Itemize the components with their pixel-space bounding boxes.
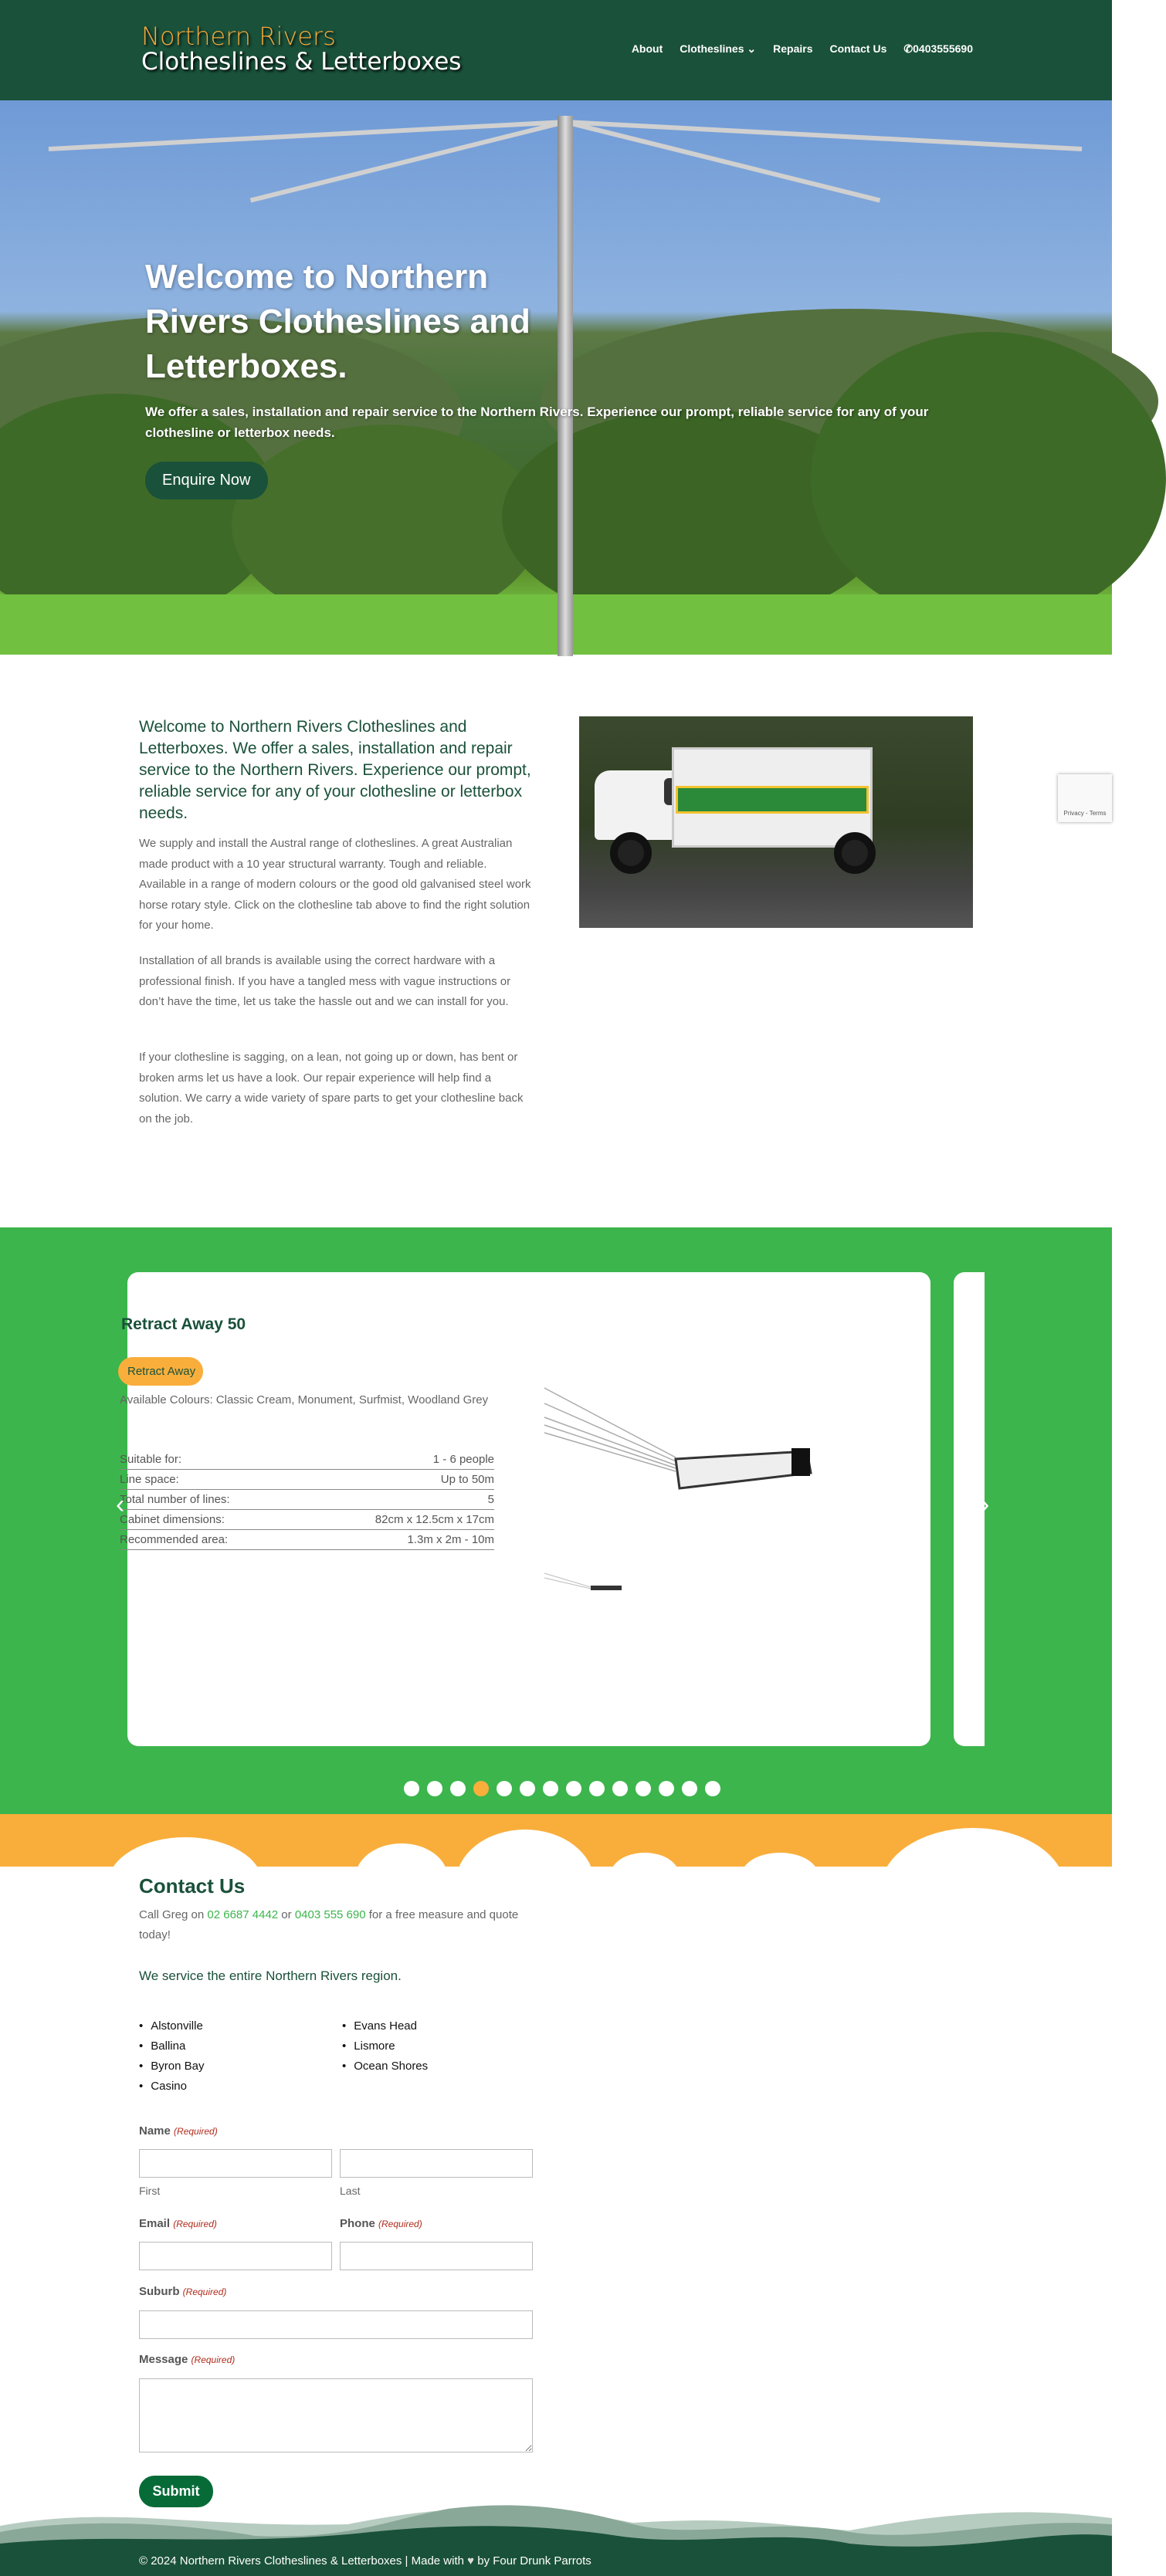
nav-phone[interactable] <box>903 42 973 56</box>
footer-suffix: by Four Drunk Parrots <box>474 2554 591 2568</box>
email-label <box>139 2217 217 2230</box>
carousel-dot[interactable] <box>705 1781 720 1796</box>
clothesline-arm <box>49 120 565 151</box>
hero-title: Welcome to Northern Rivers Clotheslines and Letterboxes. <box>145 258 530 385</box>
main-nav <box>632 42 973 56</box>
phone-icon: ✆ <box>903 42 913 55</box>
phone-link-landline[interactable]: 02 6687 4442 <box>207 1908 279 1921</box>
suburb-item: • Casino <box>139 2077 204 2097</box>
carousel-dot[interactable] <box>427 1781 442 1796</box>
clothesline-arm <box>565 120 1082 151</box>
suburb-item: • Lismore <box>342 2036 428 2056</box>
carousel-dot[interactable] <box>682 1781 697 1796</box>
suburb-item: • Ocean Shores <box>342 2056 428 2077</box>
required-marker: (Required) <box>182 2287 227 2297</box>
carousel-dot[interactable] <box>612 1781 628 1796</box>
recaptcha-badge[interactable] <box>1058 774 1112 822</box>
carousel-dot[interactable] <box>543 1781 558 1796</box>
site-header <box>0 0 1112 100</box>
suburb-item: • Evans Head <box>342 2016 428 2036</box>
email-label-text: Email <box>139 2217 171 2230</box>
spec-value: Up to 50m <box>440 1473 494 1486</box>
nav-contact[interactable]: Contact Us <box>829 42 887 55</box>
heart-icon: ♥ <box>467 2554 475 2568</box>
contact-heading: Contact Us <box>139 1874 246 1897</box>
spec-label: Cabinet dimensions: <box>120 1513 225 1526</box>
suburb-item: • Ballina <box>139 2036 204 2056</box>
carousel-dot[interactable] <box>450 1781 466 1796</box>
chevron-down-icon: ⌄ <box>747 42 757 55</box>
hero-banner <box>0 100 1112 655</box>
about-paragraph: Installation of all brands is available using the correct hardware with a professional finish. If you have a tangled mess with vague instructions or don’t have the time, let us take the hassle out and we can install for you. <box>139 954 511 1008</box>
cabinet-end <box>791 1448 810 1476</box>
call-text <box>139 1905 525 1945</box>
product-card <box>120 1272 930 1746</box>
clothes-lines <box>544 1388 676 1471</box>
carousel-dot[interactable] <box>404 1781 419 1796</box>
message-label-text: Message <box>139 2353 188 2366</box>
logo-line-2[interactable]: Clotheslines & Letterboxes <box>141 48 462 76</box>
spec-row <box>120 1530 494 1550</box>
next-product-card <box>954 1272 985 1746</box>
cloud <box>610 1853 680 1899</box>
retract-away-product-image <box>544 1388 869 1589</box>
suburb-list <box>342 2016 428 2077</box>
small-cabinet <box>591 1586 622 1590</box>
submit-button[interactable]: Submit <box>139 2476 213 2507</box>
cloud-divider <box>0 1814 1112 1867</box>
recaptcha-links[interactable]: Privacy - Terms <box>1063 810 1107 817</box>
small-lines <box>544 1573 591 1589</box>
nav-phone-label: 0403555690 <box>913 42 973 55</box>
suburb-label-text: Suburb <box>139 2285 180 2298</box>
truck-wheel <box>834 832 876 874</box>
spec-label: Suitable for: <box>120 1453 182 1466</box>
hero-subtitle: We offer a sales, installation and repair service to the Northern Rivers. Experience our prompt, reliable service for any of your clothesline or letterbox needs. <box>145 405 929 440</box>
phone-label <box>340 2217 422 2230</box>
required-marker: (Required) <box>378 2219 422 2229</box>
spec-row <box>120 1510 494 1530</box>
spec-value: 5 <box>487 1493 494 1506</box>
carousel-dot[interactable] <box>520 1781 535 1796</box>
service-truck-image <box>579 716 973 928</box>
spec-value: 82cm x 12.5cm x 17cm <box>375 1513 494 1526</box>
truck-signage <box>676 786 869 814</box>
last-name-input[interactable] <box>340 2149 533 2178</box>
required-marker: (Required) <box>173 2219 217 2229</box>
cabinet <box>676 1451 811 1488</box>
suburb-item: • Alstonville <box>139 2016 204 2036</box>
phone-label-text: Phone <box>340 2217 375 2230</box>
phone-input[interactable] <box>340 2242 533 2270</box>
cloud <box>741 1853 819 1899</box>
name-label-text: Name <box>139 2124 171 2138</box>
name-label <box>139 2124 218 2138</box>
carousel-dot[interactable] <box>589 1781 605 1796</box>
required-marker: (Required) <box>174 2126 218 2137</box>
suburb-item: • Byron Bay <box>139 2056 204 2077</box>
carousel-dots <box>404 1781 720 1796</box>
spec-label: Line space: <box>120 1473 179 1486</box>
call-prefix: Call Greg on <box>139 1908 208 1921</box>
call-or: or <box>278 1908 295 1921</box>
first-sublabel: First <box>139 2185 161 2197</box>
carousel-dot[interactable] <box>659 1781 674 1796</box>
tree <box>811 332 1166 625</box>
spec-value: 1.3m x 2m - 10m <box>407 1533 494 1546</box>
spec-label: Total number of lines: <box>120 1493 230 1506</box>
spec-value: 1 - 6 people <box>432 1453 494 1466</box>
footer-prefix: © 2024 Northern Rivers Clotheslines & Letterboxes | Made with <box>139 2554 468 2568</box>
carousel-dot[interactable] <box>636 1781 651 1796</box>
region-text: We service the entire Northern Rivers region. <box>139 1968 402 1983</box>
email-input[interactable] <box>139 2242 332 2270</box>
carousel-dot[interactable] <box>497 1781 512 1796</box>
product-title: Retract Away 50 <box>121 1315 246 1333</box>
spec-label: Recommended area: <box>120 1533 229 1546</box>
required-marker: (Required) <box>191 2354 236 2365</box>
logo-line-1[interactable]: Northern Rivers <box>141 22 336 51</box>
carousel-prev-arrow[interactable]: ‹ <box>116 1490 125 1519</box>
suburb-input[interactable] <box>139 2310 533 2339</box>
cloud <box>880 1828 1066 1951</box>
first-name-input[interactable] <box>139 2149 332 2178</box>
cloud <box>355 1843 448 1913</box>
enquire-now-button[interactable]: Enquire Now <box>145 462 268 499</box>
message-textarea[interactable] <box>139 2378 533 2452</box>
category-badge[interactable]: Retract Away <box>118 1357 203 1386</box>
nav-clotheslines-label: Clotheslines <box>680 42 744 55</box>
spec-row <box>120 1490 494 1510</box>
last-sublabel: Last <box>340 2185 361 2197</box>
suburb-label <box>139 2285 226 2298</box>
carousel-next-arrow[interactable]: › <box>981 1490 990 1519</box>
grass <box>0 594 1112 655</box>
carousel-dot[interactable] <box>566 1781 581 1796</box>
message-label <box>139 2353 235 2366</box>
about-heading: Welcome to Northern Rivers Clotheslines and Letterboxes. We offer a sales, installation and repair service to the Northern Rivers. Experience our prompt, reliable service for any of your clothesline or letterbox needs. <box>139 718 531 822</box>
call-suffix: for a free measure and quote today! <box>139 1908 519 1941</box>
spec-row <box>120 1450 494 1470</box>
nav-clotheslines[interactable] <box>680 42 756 56</box>
nav-about[interactable]: About <box>631 42 663 55</box>
truck-wheel <box>610 832 652 874</box>
about-paragraph: We supply and install the Austral range of clotheslines. A great Australian made product with a 10 year structural warranty. Tough and reliable. Available in a range of modern colours or the good old galvanised steel work horse rotary style. Click on the clothesline tab above to find the right solution for your home. <box>139 837 531 932</box>
product-carousel <box>0 1227 1112 1814</box>
spec-row <box>120 1470 494 1490</box>
phone-link-mobile[interactable]: 0403 555 690 <box>294 1908 366 1921</box>
carousel-dot[interactable] <box>473 1781 489 1796</box>
suburb-list <box>139 2016 204 2097</box>
nav-repairs[interactable]: Repairs <box>773 42 813 55</box>
available-colours: Available Colours: Classic Cream, Monument, Surfmist, Woodland Grey <box>120 1393 489 1406</box>
about-paragraph: If your clothesline is sagging, on a lean, not going up or down, has bent or broken arms let us have a look. Our repair experience will help find a solution. We carry a wide variety of spare parts to get your clothesline back on the job. <box>139 1051 524 1126</box>
footer-copyright <box>139 2554 591 2568</box>
